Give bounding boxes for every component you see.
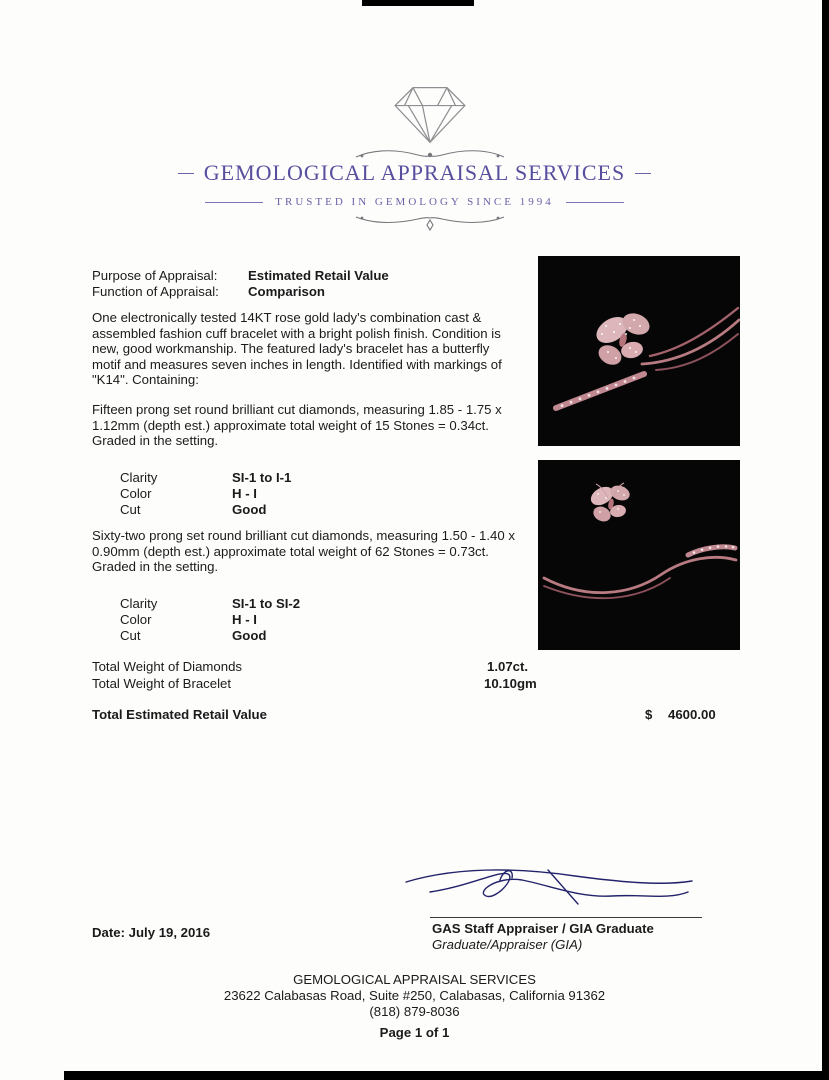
company-tagline-text: TRUSTED IN GEMOLOGY SINCE 1994 — [275, 196, 554, 208]
stone-group-2-grades — [120, 596, 300, 644]
title-left-rule — [178, 173, 194, 174]
color-value: H - I — [232, 486, 257, 501]
purpose-label: Purpose of Appraisal: — [92, 268, 218, 283]
cut-label: Cut — [120, 502, 141, 517]
scan-artifact-bottom — [64, 1071, 829, 1080]
signature-rule — [430, 917, 702, 918]
clarity-label: Clarity — [120, 470, 158, 485]
appraiser-subtitle: Graduate/Appraiser (GIA) — [432, 937, 583, 952]
item-description: One electronically tested 14KT rose gold lady's combination cast & assembled fashion cuff bracelet with a bright polish finish. Condition is new, good workmanship. The featured lady's bracelet has a butterfly motif and measures seven inches in length. Identified with markings of "K14". Containing: — [92, 310, 502, 387]
color-value: H - I — [232, 612, 257, 627]
scan-artifact-top — [362, 0, 474, 6]
grade-row-color — [120, 612, 300, 628]
company-title — [0, 160, 829, 186]
total-weight-diamonds-label: Total Weight of Diamonds — [92, 659, 243, 674]
total-retail-value-label: Total Estimated Retail Value — [92, 707, 267, 722]
color-label: Color — [120, 486, 152, 501]
total-weight-bracelet-value: 10.10gm — [484, 676, 537, 691]
function-label: Function of Appraisal: — [92, 284, 219, 299]
footer-phone: (818) 879-8036 — [369, 1004, 460, 1019]
footer-company: GEMOLOGICAL APPRAISAL SERVICES — [293, 972, 536, 987]
currency-symbol: $ — [645, 707, 653, 722]
stone-group-2-description: Sixty-two prong set round brilliant cut diamonds, measuring 1.50 - 1.40 x 0.90mm (depth est.) approximate total weight of 62 Stones = 0.73ct. Graded in the setting. — [92, 528, 515, 574]
grade-row-clarity — [120, 596, 300, 612]
title-right-rule — [635, 173, 651, 174]
grade-row-clarity — [120, 470, 291, 486]
clarity-label: Clarity — [120, 596, 158, 611]
appraiser-title: GAS Staff Appraiser / GIA Graduate — [432, 921, 654, 936]
flourish-ornament-bottom — [352, 212, 508, 238]
appraisal-date: Date: July 19, 2016 — [92, 925, 211, 940]
cut-label: Cut — [120, 628, 141, 643]
company-tagline — [0, 196, 829, 208]
grade-row-cut — [120, 502, 291, 518]
total-weight-diamonds-value: 1.07ct. — [487, 659, 529, 674]
tagline-left-rule — [205, 202, 263, 203]
function-value: Comparison — [248, 284, 325, 299]
footer-address: 23622 Calabasas Road, Suite #250, Calabasas, California 91362 — [223, 988, 606, 1003]
cut-value: Good — [232, 502, 267, 517]
color-label: Color — [120, 612, 152, 627]
tagline-right-rule — [566, 202, 624, 203]
bracelet-photo-bottom — [538, 460, 740, 650]
total-weight-bracelet-label: Total Weight of Bracelet — [92, 676, 232, 691]
appraiser-signature — [400, 856, 700, 918]
page-number: Page 1 of 1 — [379, 1025, 450, 1040]
total-retail-value-amount: 4600.00 — [668, 707, 716, 722]
clarity-value: SI-1 to I-1 — [232, 470, 292, 485]
stone-group-1-grades — [120, 470, 291, 518]
grade-row-cut — [120, 628, 300, 644]
purpose-value: Estimated Retail Value — [248, 268, 389, 283]
cut-value: Good — [232, 628, 267, 643]
grade-row-color — [120, 486, 291, 502]
company-title-text: GEMOLOGICAL APPRAISAL SERVICES — [203, 160, 626, 185]
diamond-logo-icon — [386, 82, 474, 148]
clarity-value: SI-1 to SI-2 — [232, 596, 301, 611]
bracelet-photo-top — [538, 256, 740, 446]
stone-group-1-description: Fifteen prong set round brilliant cut diamonds, measuring 1.85 - 1.75 x 1.12mm (depth est.) approximate total weight of 15 Stones = 0.34ct. Graded in the setting. — [92, 402, 502, 448]
